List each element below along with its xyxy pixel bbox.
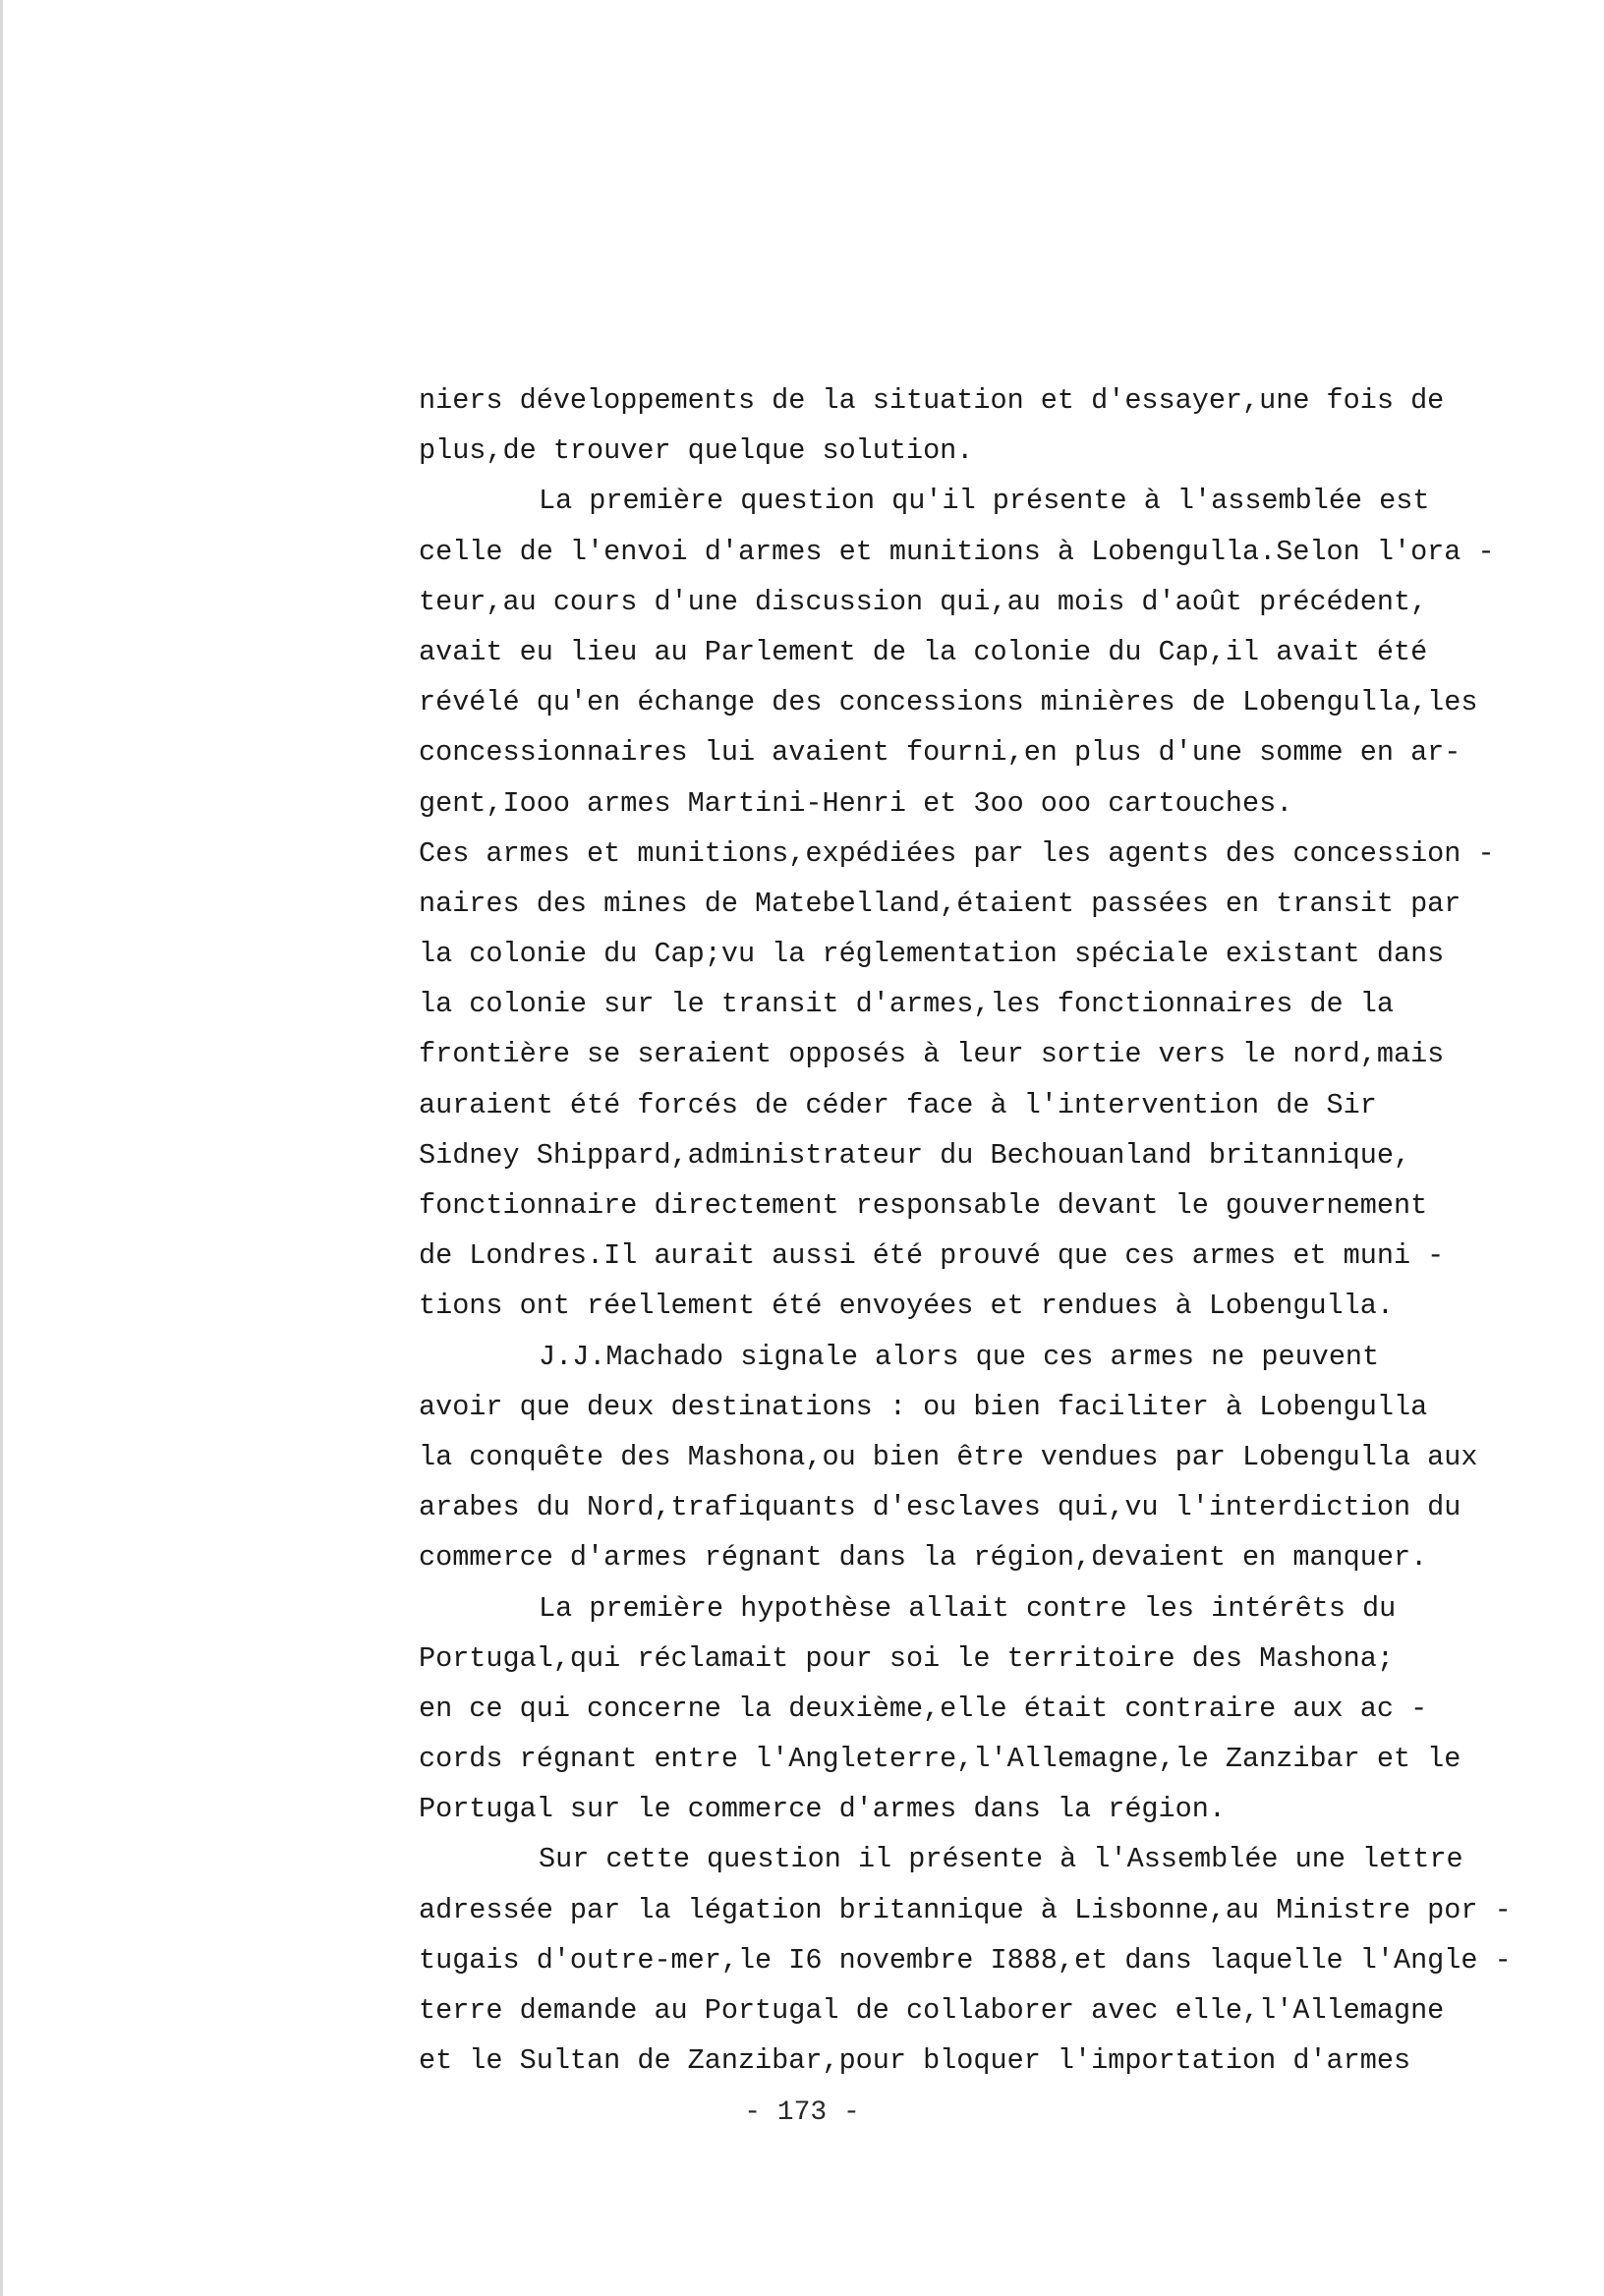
text-line: Portugal,qui réclamait pour soi le territoire des Mashona; xyxy=(419,1641,1394,1675)
text-line: auraient été forcés de céder face à l'intervention de Sir xyxy=(419,1088,1377,1121)
text-line: en ce qui concerne la deuxième,elle était contraire aux ac - xyxy=(419,1692,1428,1725)
text-line: la colonie du Cap;vu la réglementation spéciale existant dans xyxy=(419,938,1445,971)
text-line: Ces armes et munitions,expédiées par les agents des concession - xyxy=(419,836,1495,870)
page-number: - 173 - xyxy=(744,2097,860,2128)
text-line: arabes du Nord,trafiquants d'esclaves qui,vu l'interdiction du xyxy=(419,1491,1461,1524)
body-text xyxy=(419,375,1529,2086)
text-line: cords régnant entre l'Angleterre,l'Allemagne,le Zanzibar et le xyxy=(419,1743,1461,1776)
page-binding-edge xyxy=(0,0,3,2296)
text-line: révélé qu'en échange des concessions minières de Lobengulla,les xyxy=(419,686,1478,719)
text-line: teur,au cours d'une discussion qui,au mois d'août précédent, xyxy=(419,585,1428,618)
text-line: et le Sultan de Zanzibar,pour bloquer l'importation d'armes xyxy=(419,2044,1411,2078)
text-line: tions ont réellement été envoyées et rendues à Lobengulla. xyxy=(419,1290,1394,1323)
text-line: concessionnaires lui avaient fourni,en plus d'une somme en ar- xyxy=(419,736,1461,770)
text-line: avait eu lieu au Parlement de la colonie du Cap,il avait été xyxy=(419,635,1428,668)
text-line: fonctionnaire directement responsable devant le gouvernement xyxy=(419,1189,1428,1222)
text-line: terre demande au Portugal de collaborer avec elle,l'Allemagne xyxy=(419,1994,1445,2027)
text-line: commerce d'armes régnant dans la région,devaient en manquer. xyxy=(419,1541,1428,1575)
text-line: adressée par la légation britannique à Lisbonne,au Ministre por - xyxy=(419,1893,1512,1926)
text-line-paragraph-start: J.J.Machado signale alors que ces armes ne peuvent xyxy=(539,1340,1380,1373)
text-line: de Londres.Il aurait aussi été prouvé que ces armes et muni - xyxy=(419,1239,1445,1273)
text-line: niers développements de la situation et d'essayer,une fois de xyxy=(419,384,1445,417)
text-line: frontière se seraient opposés à leur sortie vers le nord,mais xyxy=(419,1038,1445,1071)
text-line: plus,de trouver quelque solution. xyxy=(419,434,974,468)
text-line-paragraph-start: La première hypothèse allait contre les intérêts du xyxy=(539,1591,1397,1625)
text-line: naires des mines de Matebelland,étaient passées en transit par xyxy=(419,887,1461,920)
text-line: Portugal sur le commerce d'armes dans la région. xyxy=(419,1793,1226,1826)
text-line: la conquête des Mashona,ou bien être vendues par Lobengulla aux xyxy=(419,1440,1478,1473)
text-line: tugais d'outre-mer,le I6 novembre I888,et dans laquelle l'Angle - xyxy=(419,1943,1512,1977)
text-line-paragraph-start: La première question qu'il présente à l'assemblée est xyxy=(539,485,1430,518)
text-line: celle de l'envoi d'armes et munitions à Lobengulla.Selon l'ora - xyxy=(419,535,1495,568)
text-line-paragraph-start: Sur cette question il présente à l'Assemblée une lettre xyxy=(539,1843,1463,1876)
text-line: Sidney Shippard,administrateur du Bechouanland britannique, xyxy=(419,1138,1411,1172)
text-line: avoir que deux destinations : ou bien faciliter à Lobengulla xyxy=(419,1390,1428,1423)
text-line: gent,Iooo armes Martini-Henri et 3oo ooo cartouches. xyxy=(419,786,1293,820)
text-line: la colonie sur le transit d'armes,les fonctionnaires de la xyxy=(419,988,1394,1021)
